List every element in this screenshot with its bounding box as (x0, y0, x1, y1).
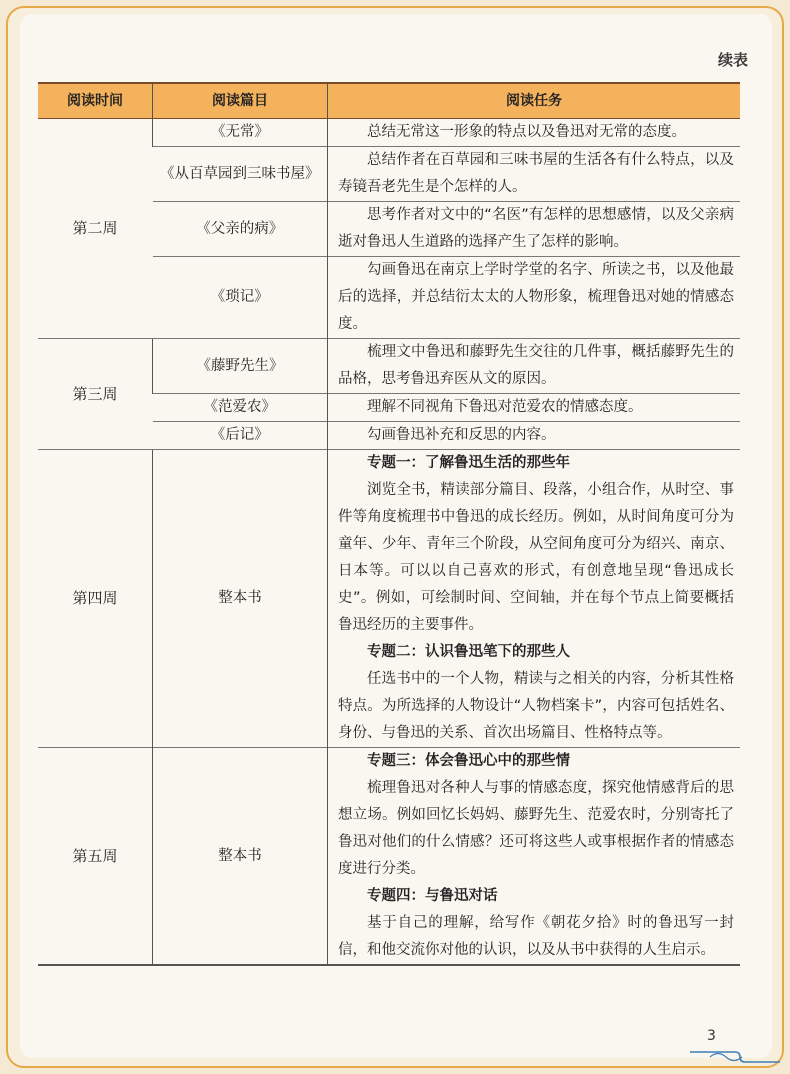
topic-heading: 专题四：与鲁迅对话 (367, 888, 498, 904)
week-cell: 第三周 (38, 339, 153, 450)
week-cell: 第四周 (38, 450, 153, 748)
title-cell: 《范爱农》 (153, 394, 328, 422)
task-cell: 思考作者对文中的“名医”有怎样的思想感情，以及父亲病逝对鲁迅人生道路的选择产生了怎样的影响。 (328, 202, 741, 257)
topic-heading: 专题三：体会鲁迅心中的那些情 (367, 753, 570, 769)
table-header-row (38, 83, 740, 119)
table-row (38, 119, 740, 147)
continued-label: 续表 (717, 51, 748, 69)
title-cell: 《后记》 (153, 422, 328, 450)
topic-text: 任选书中的一个人物，精读与之相关的内容，分析其性格特点。为所选择的人物设计“人物档案卡”，内容可包括姓名、身份、与鲁迅的关系、首次出场篇目、性格特点等。 (338, 671, 734, 741)
wave-divider-icon (690, 1046, 780, 1066)
title-cell: 《无常》 (153, 119, 328, 147)
task-cell: 勾画鲁迅补充和反思的内容。 (328, 422, 741, 450)
header-reading-time: 阅读时间 (38, 83, 153, 119)
topic-text: 梳理鲁迅对各种人与事的情感态度，探究他情感背后的思想立场。例如回忆长妈妈、藤野先生、范爱农时，分别寄托了鲁迅对他们的什么情感？还可将这些人或事根据作者的情感态度进行分类。 (338, 780, 734, 877)
task-cell: 总结无常这一形象的特点以及鲁迅对无常的态度。 (328, 119, 741, 147)
page-number: 3 (707, 1028, 716, 1044)
topic-heading: 专题二：认识鲁迅笔下的那些人 (367, 644, 570, 660)
header-reading-task: 阅读任务 (328, 83, 741, 119)
title-cell: 《从百草园到三味书屋》 (153, 147, 328, 202)
table-row (38, 748, 740, 966)
title-cell: 《琐记》 (153, 257, 328, 339)
task-cell: 勾画鲁迅在南京上学时学堂的名字、所读之书，以及他最后的选择，并总结衍太太的人物形象，梳理鲁迅对她的情感态度。 (328, 257, 741, 339)
topic-heading: 专题一：了解鲁迅生活的那些年 (367, 455, 570, 471)
title-cell: 《父亲的病》 (153, 202, 328, 257)
table-row (38, 339, 740, 394)
title-cell: 整本书 (153, 748, 328, 966)
topic-text: 浏览全书，精读部分篇目、段落，小组合作，从时空、事件等角度梳理书中鲁迅的成长经历。例如，从时间角度可分为童年、少年、青年三个阶段，从空间角度可分为绍兴、南京、日本等。可以以自己喜欢的形式，有创意地呈现“鲁迅成长史”。例如，可绘制时间、空间轴，并在每个节点上简要概括鲁迅经历的主要事件。 (338, 482, 734, 633)
task-cell (328, 450, 741, 748)
week-cell: 第五周 (38, 748, 153, 966)
table-row (38, 450, 740, 748)
week-cell: 第二周 (38, 119, 153, 339)
title-cell: 整本书 (153, 450, 328, 748)
reading-plan-table (38, 82, 740, 966)
topic-text: 基于自己的理解，给写作《朝花夕拾》时的鲁迅写一封信，和他交流你对他的认识，以及从书中获得的人生启示。 (338, 915, 734, 958)
title-cell: 《藤野先生》 (153, 339, 328, 394)
task-cell: 梳理文中鲁迅和藤野先生交往的几件事，概括藤野先生的品格，思考鲁迅弃医从文的原因。 (328, 339, 741, 394)
task-cell (328, 748, 741, 966)
header-reading-title: 阅读篇目 (153, 83, 328, 119)
task-cell: 总结作者在百草园和三味书屋的生活各有什么特点，以及寿镜吾老先生是个怎样的人。 (328, 147, 741, 202)
task-cell: 理解不同视角下鲁迅对范爱农的情感态度。 (328, 394, 741, 422)
